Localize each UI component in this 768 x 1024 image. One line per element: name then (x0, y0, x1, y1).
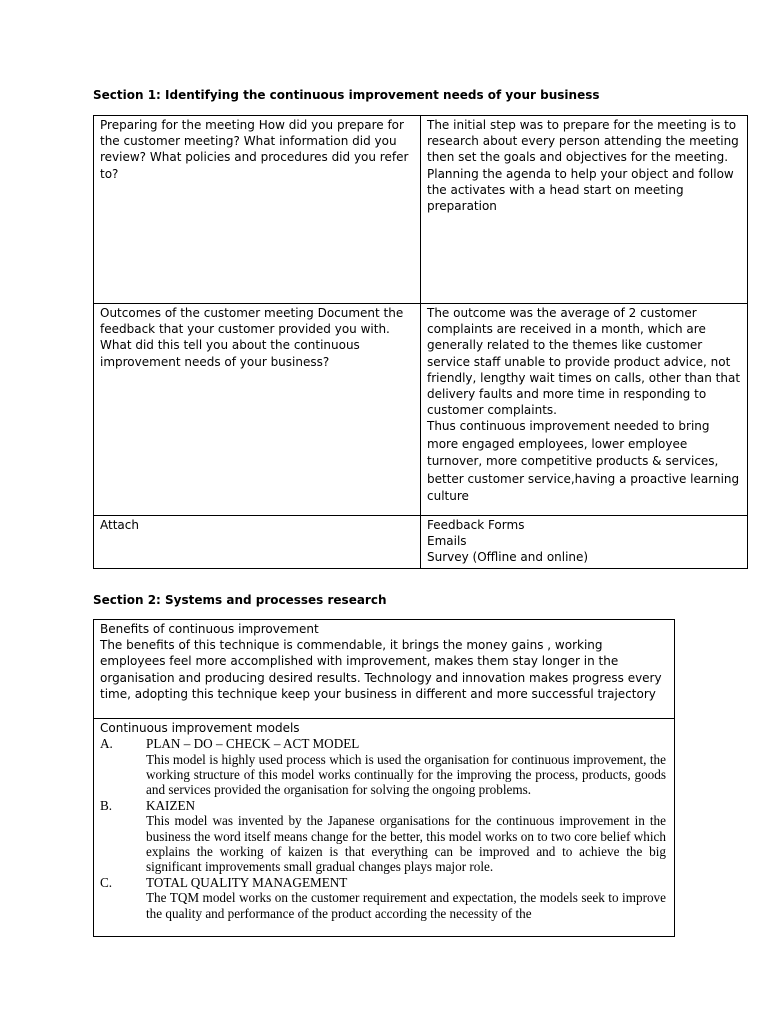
models-cell (94, 719, 675, 937)
model-title (100, 798, 668, 813)
section-2-table (93, 619, 675, 937)
model-name: TOTAL QUALITY MANAGEMENT (146, 874, 348, 890)
table-row (94, 516, 748, 569)
attach-item: Survey (Offline and online) (427, 550, 589, 565)
model-letter: C. (100, 874, 113, 890)
table-row (94, 304, 748, 516)
section-1-table (93, 115, 748, 569)
models-title: Continuous improvement models (100, 721, 300, 735)
section-1-heading: Section 1: Identifying the continuous improvement needs of your business (93, 88, 600, 102)
outcomes-answer-text-2: Thus continuous improvement needed to bring more engaged employees, lower employee turnover, more competitive products & services, better customer service,having a proactive learning culture (427, 419, 740, 504)
attach-item: Feedback Forms (427, 518, 525, 532)
table-row (94, 719, 675, 937)
benefits-text: The benefits of this technique is commendable, it brings the money gains , working employees feel more accomplished with improvement, makes them stay longer in the organisation and producing desired results. Technology and innovation makes progress every time, adopting this technique keep your business in different and more successful trajectory (100, 638, 662, 701)
attach-list-cell (421, 516, 748, 569)
model-list (100, 736, 668, 921)
model-title (100, 736, 668, 751)
outcomes-answer-text: The outcome was the average of 2 customer complaints are received in a month, which are generally related to the themes like customer service staff unable to provide product advice, not friendly, lengthy wait times on calls, other than that delivery faults and more time in responding to customer complaints. (427, 306, 741, 418)
model-title (100, 875, 668, 890)
section-2-heading: Section 2: Systems and processes research (93, 593, 387, 607)
benefits-cell (94, 620, 675, 719)
model-description: The TQM model works on the customer requirement and expectation, the models seek to improve the quality and performance of the product according the necessity of the (146, 890, 666, 921)
model-letter: B. (100, 797, 113, 813)
attach-label-cell: Attach (94, 516, 421, 569)
model-name: KAIZEN (146, 797, 196, 813)
outcomes-question-cell: Outcomes of the customer meeting Document the feedback that your customer provided you with. What did this tell you about the continuous improvement needs of your business? (94, 304, 421, 516)
table-row (94, 116, 748, 304)
attach-item: Emails (427, 534, 467, 549)
model-description: This model was invented by the Japanese organisations for the continuous improvement in the business the word itself means change for the better, this model works on to two core belief which explains the working of kaizen is that everything can be improved and to achieve the big significant improvements small gradual changes plays major role. (146, 813, 666, 875)
table-row (94, 620, 675, 719)
preparation-question-cell: Preparing for the meeting How did you prepare for the customer meeting? What information did you review? What policies and procedures did you refer to? (94, 116, 421, 304)
benefits-title: Benefits of continuous improvement (100, 622, 319, 636)
preparation-answer-cell: The initial step was to prepare for the meeting is to research about every person attending the meeting then set the goals and objectives for the meeting. Planning the agenda to help your object and follow the activates with a head start on meeting preparation (421, 116, 748, 304)
model-description: This model is highly used process which is used the organisation for continuous improvement, the working structure of this model works continually for the improving the process, products, goods and services provided the organisation for solving the ongoing problems. (146, 751, 666, 798)
model-letter: A. (100, 736, 113, 752)
model-name: PLAN – DO – CHECK – ACT MODEL (146, 736, 360, 752)
outcomes-answer-cell (421, 304, 748, 516)
